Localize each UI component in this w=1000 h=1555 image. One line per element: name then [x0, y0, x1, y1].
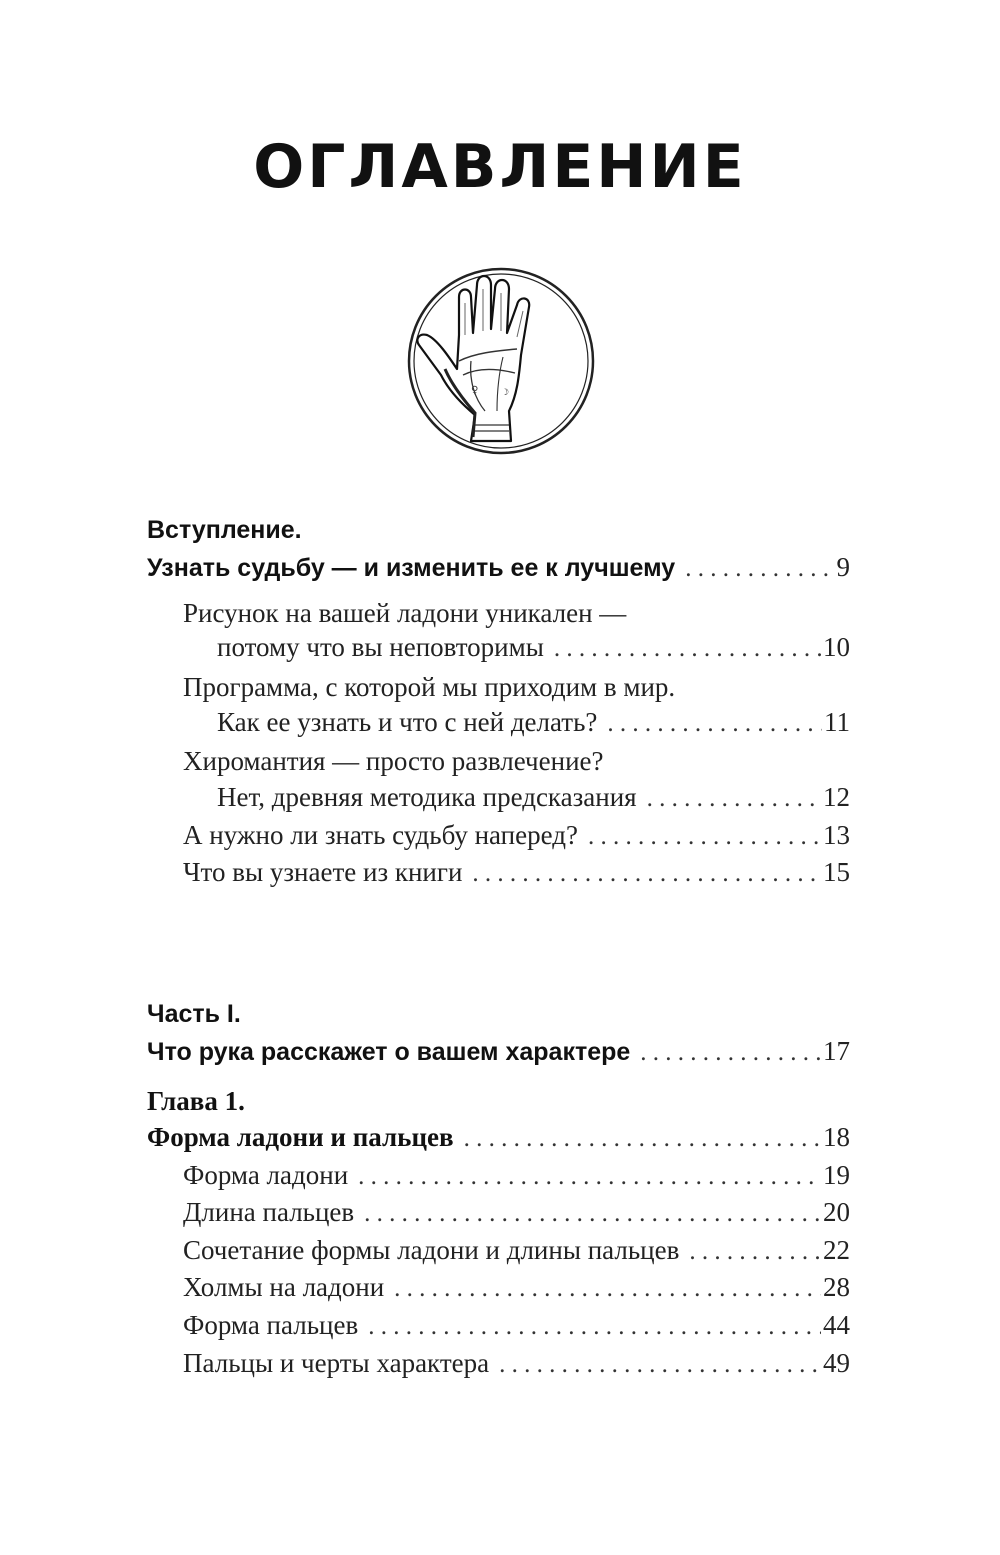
intro-label: [147, 516, 850, 545]
part1-label: [147, 1000, 850, 1029]
page-number: 49: [823, 1348, 850, 1378]
toc-entry-chapter1[interactable]: [147, 1122, 850, 1153]
page-number: 15: [823, 857, 850, 887]
page-number: 13: [823, 820, 850, 850]
toc-entry[interactable]: [183, 857, 850, 888]
chapter1-label: [147, 1086, 850, 1117]
toc-entry[interactable]: [183, 1272, 850, 1303]
leader-dots: [358, 1163, 821, 1191]
toc-entry[interactable]: [183, 1348, 850, 1379]
leader-dots: [647, 785, 821, 813]
leader-dots: [364, 1200, 821, 1228]
leader-dots: [368, 1313, 821, 1341]
toc-entry-line[interactable]: [183, 746, 850, 777]
toc-entry-line[interactable]: [183, 672, 850, 703]
entry-title: Форма ладони и пальцев: [147, 1122, 454, 1152]
toc-entry[interactable]: [183, 1310, 850, 1341]
leader-dots: [464, 1125, 821, 1153]
entry-title: Холмы на ладони: [183, 1272, 385, 1302]
page-number: 44: [823, 1310, 850, 1340]
entry-title: потому что вы неповторимы: [217, 632, 544, 662]
entry-title: Нет, древняя методика предсказания: [217, 782, 637, 812]
page-number: 22: [823, 1235, 850, 1265]
leader-dots: [472, 860, 821, 888]
page-number: 17: [823, 1036, 850, 1066]
toc-entry[interactable]: [217, 632, 850, 663]
entry-title: Программа, с которой мы приходим в мир.: [183, 672, 676, 702]
toc-entry[interactable]: [183, 820, 850, 851]
svg-text:☽: ☽: [501, 388, 510, 398]
toc-entry[interactable]: [183, 1160, 850, 1191]
toc-entry[interactable]: [217, 707, 850, 738]
page-number: 10: [823, 632, 850, 662]
svg-text:♀: ♀: [471, 385, 479, 396]
leader-dots: [689, 1238, 821, 1266]
toc-entry[interactable]: [183, 1235, 850, 1266]
entry-title: Форма ладони: [183, 1160, 349, 1190]
entry-title: Узнать судьбу — и изменить ее к лучшему: [147, 554, 676, 582]
leader-dots: [588, 823, 821, 851]
entry-title: Рисунок на вашей ладони уникален —: [183, 598, 627, 628]
entry-title: Как ее узнать и что с ней делать?: [217, 707, 598, 737]
leader-dots: [394, 1275, 821, 1303]
part1-label-text: Часть I.: [147, 1000, 241, 1028]
page-number: 20: [823, 1197, 850, 1227]
toc-entry[interactable]: [217, 782, 850, 813]
toc-entry-intro[interactable]: [147, 552, 850, 583]
entry-title: Что вы узнаете из книги: [183, 857, 463, 887]
leader-dots: [554, 635, 821, 663]
leader-dots: [685, 555, 834, 583]
page-number: 9: [836, 552, 850, 582]
leader-dots: [499, 1351, 821, 1379]
leader-dots: [640, 1039, 821, 1067]
palmistry-hand-icon: [405, 265, 597, 457]
page-number: 28: [823, 1272, 850, 1302]
entry-title: Сочетание формы ладони и длины пальцев: [183, 1235, 680, 1265]
page-title: ОГЛАВЛЕНИЕ: [253, 132, 747, 202]
intro-label-text: Вступление.: [147, 516, 302, 544]
page-number: 11: [824, 707, 850, 737]
entry-title: Форма пальцев: [183, 1310, 359, 1340]
page-number: 18: [823, 1122, 850, 1152]
toc-entry[interactable]: [183, 1197, 850, 1228]
entry-title: Что рука расскажет о вашем характере: [147, 1038, 631, 1066]
leader-dots: [607, 710, 822, 738]
entry-title: Пальцы и черты характера: [183, 1348, 490, 1378]
toc-entry-line[interactable]: [183, 598, 850, 629]
chapter1-label-text: Глава 1.: [147, 1086, 245, 1116]
page-number: 12: [823, 782, 850, 812]
toc-entry-part1[interactable]: [147, 1036, 850, 1067]
page-number: 19: [823, 1160, 850, 1190]
entry-title: Длина пальцев: [183, 1197, 355, 1227]
entry-title: А нужно ли знать судьбу наперед?: [183, 820, 578, 850]
entry-title: Хиромантия — просто развлечение?: [183, 746, 604, 776]
